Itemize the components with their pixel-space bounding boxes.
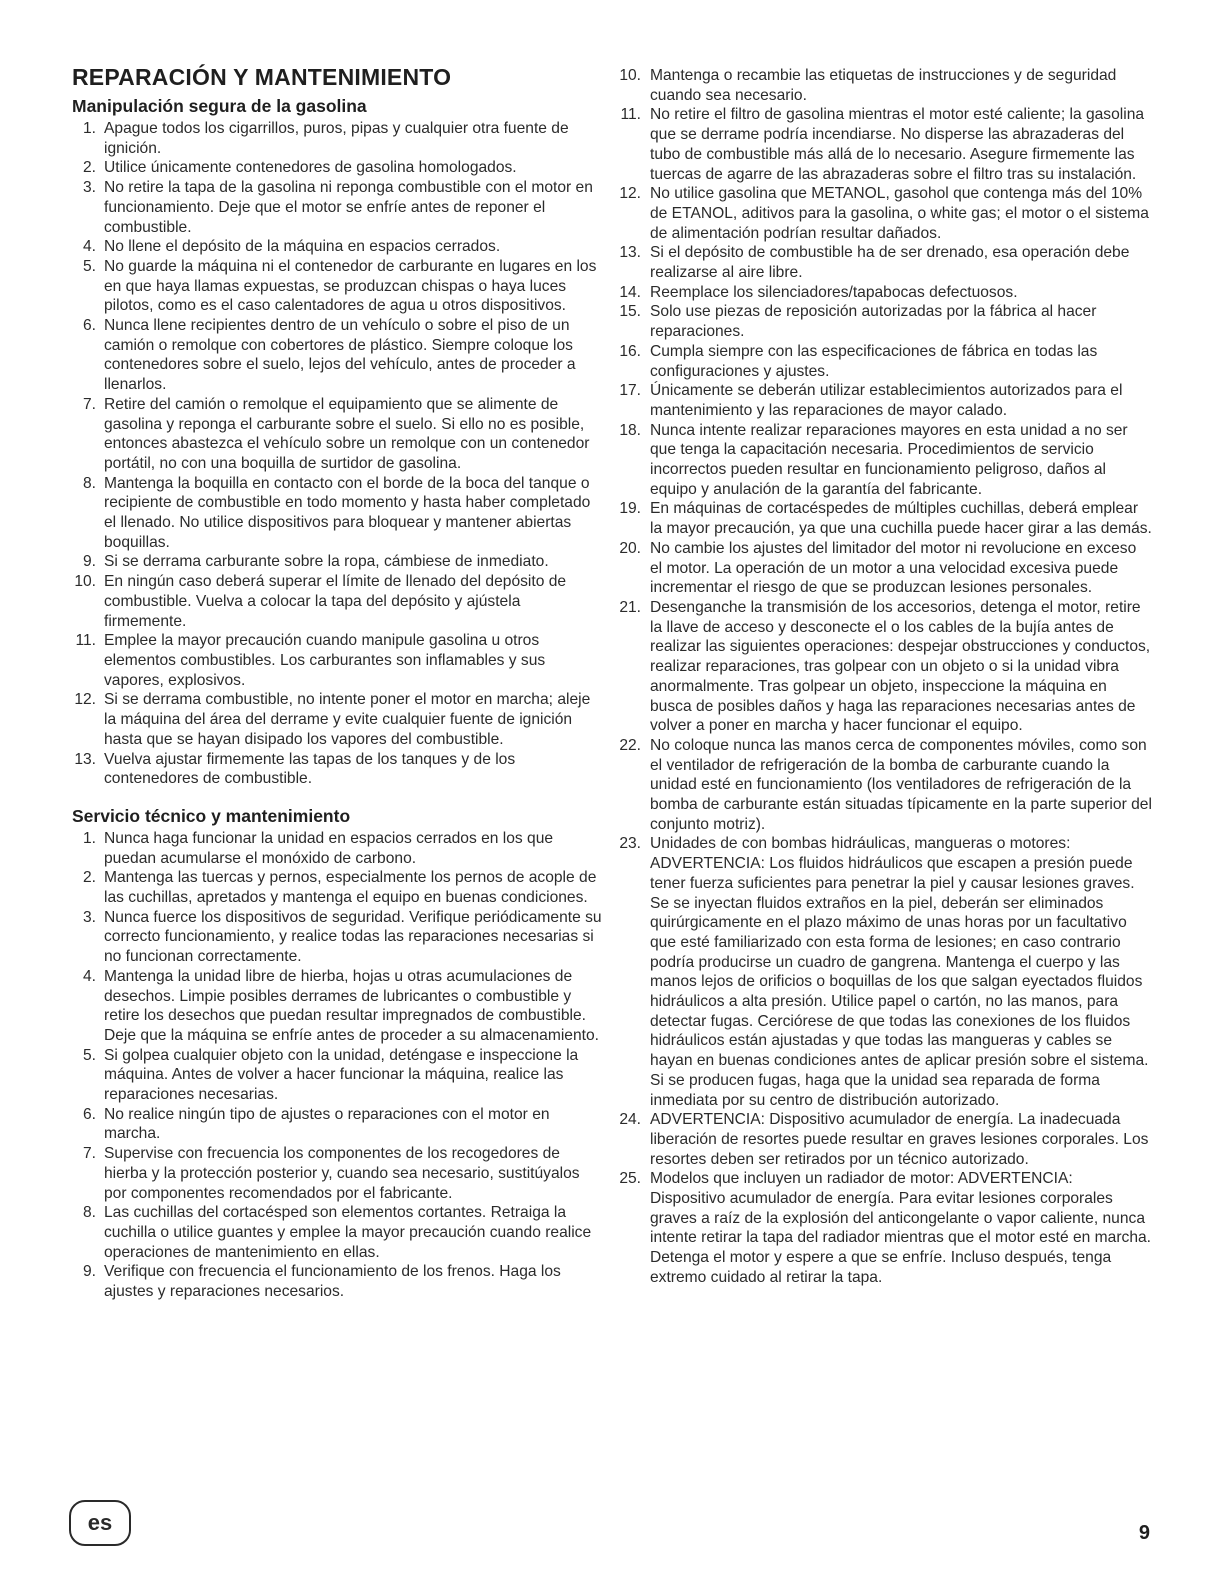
list-item-number: 25. (619, 1170, 641, 1188)
list-item (614, 598, 1152, 736)
list-item-number: 4. (82, 967, 96, 985)
list-item (614, 736, 1152, 835)
list-item-number: 6. (82, 317, 96, 335)
list-item (72, 552, 602, 572)
list-item-text: Reemplace los silenciadores/tapabocas defectuosos. (650, 283, 1018, 301)
list-item (72, 257, 602, 316)
list-item-number: 11. (620, 106, 641, 124)
list-item-text: Verifique con frecuencia el funcionamiento de los frenos. Haga los ajustes y reparaciones necesarios. (104, 1263, 561, 1301)
list-item-number: 13. (74, 750, 96, 768)
list-item-number: 17. (619, 382, 641, 400)
list-item-text: Si se derrama carburante sobre la ropa, cámbiese de inmediato. (104, 553, 549, 571)
list-item (614, 499, 1152, 538)
list-item (72, 1203, 602, 1262)
list-item (72, 690, 602, 749)
list-item-number: 13. (619, 244, 641, 262)
list-item (614, 1110, 1152, 1169)
list-item-text: Si se derrama combustible, no intente poner el motor en marcha; aleje la máquina del área del derrame y evite cualquier fuente de ignición hasta que se hayan disipado los vapores del combustible. (104, 691, 591, 748)
list-item (614, 184, 1152, 243)
list-item-number: 6. (82, 1105, 96, 1123)
list-item-number: 7. (82, 395, 96, 413)
service-list-right (614, 66, 1152, 1288)
list-item-number: 3. (82, 179, 96, 197)
list-item-text: Mantenga las tuercas y pernos, especialmente los pernos de acople de las cuchillas, apretados y mantenga el equipo en buenas condiciones. (104, 869, 597, 907)
list-item (72, 1046, 602, 1105)
language-badge (69, 1500, 131, 1546)
list-item-text: Solo use piezas de reposición autorizadas por la fábrica al hacer reparaciones. (650, 303, 1097, 341)
list-item-number: 5. (82, 257, 96, 275)
list-item-number: 12. (74, 691, 96, 709)
list-item-text: Mantenga o recambie las etiquetas de instrucciones y de seguridad cuando sea necesario. (650, 67, 1117, 104)
list-item-number: 14. (619, 283, 641, 301)
list-item (72, 158, 602, 178)
list-item (614, 421, 1152, 500)
list-item (614, 381, 1152, 420)
list-item-text: Desenganche la transmisión de los accesorios, detenga el motor, retire la llave de acceso y desconecte el o los cables de la bujía antes de realizar las siguientes operaciones: despejar obstrucciones y conductos, realizar reparaciones, tras golpear con un objeto o si la unidad vibra anormalmente. Tras golpear un objeto, inspeccione la máquina en busca de posibles daños y haga las reparaciones necesarias antes de volver a poner en marcha y hacer funcionar el equipo. (650, 598, 1151, 735)
list-item (72, 631, 602, 690)
list-item (72, 1144, 602, 1203)
service-list-left (72, 829, 602, 1302)
list-item-number: 12. (619, 185, 641, 203)
list-item-number: 1. (82, 829, 96, 847)
list-item-number: 8. (82, 1204, 96, 1222)
list-item (614, 283, 1152, 303)
list-item (614, 302, 1152, 341)
gasoline-heading: Manipulación segura de la gasolina (72, 96, 367, 116)
list-item (72, 395, 602, 474)
list-item-number: 9. (82, 553, 96, 571)
list-item (72, 316, 602, 395)
list-item-text: En máquinas de cortacéspedes de múltiples cuchillas, deberá emplear la mayor precaución, ya que una cuchilla puede hacer girar a las demás. (650, 500, 1152, 538)
list-item-text: No guarde la máquina ni el contenedor de carburante en lugares en los en que haya llamas expuestas, se produzcan chispas o haya luces pilotos, como es el caso calentadores de agua u otros dispositivos. (104, 257, 597, 315)
language-code: es (87, 1510, 113, 1535)
list-item-number: 5. (82, 1046, 96, 1064)
list-item-text: Nunca haga funcionar la unidad en espacios cerrados en los que puedan acumularse el monóxido de carbono. (104, 829, 554, 867)
list-item-number: 2. (82, 159, 96, 177)
list-item-number: 18. (619, 421, 641, 439)
list-item-text: Retire del camión o remolque el equipamiento que se alimente de gasolina y reponga el carburante sobre el suelo. Si ello no es posible, entonces abastezca el vehículo sobre un remolque con un contenedor portátil, no con una boquilla de surtidor de gasolina. (104, 395, 590, 472)
list-item-number: 20. (619, 539, 641, 557)
list-item-text: Supervise con frecuencia los componentes de los recogedores de hierba y la protección posterior y, cuando sea necesario, sustitúyalos por componentes recomendados por el fabricante. (104, 1145, 580, 1202)
list-item (614, 834, 1152, 1110)
list-item-number: 3. (82, 908, 96, 926)
list-item-text: No realice ningún tipo de ajustes o reparaciones con el motor en marcha. (104, 1105, 550, 1143)
list-item-text: ADVERTENCIA: Dispositivo acumulador de energía. La inadecuada liberación de resortes puede resultar en graves lesiones corporales. Los resortes deben ser retirados por un técnico autorizado. (650, 1111, 1149, 1168)
list-item (72, 829, 602, 868)
list-item (72, 474, 602, 553)
list-item-number: 7. (82, 1145, 96, 1163)
list-item-number: 4. (82, 238, 96, 256)
list-item (72, 1262, 602, 1301)
list-item-text: Emplee la mayor precaución cuando manipule gasolina u otros elementos combustibles. Los carburantes son inflamables y sus vapores, explosivos. (104, 632, 546, 689)
list-item-text: Apague todos los cigarrillos, puros, pipas y cualquier otra fuente de ignición. (104, 120, 569, 157)
list-item (614, 105, 1152, 184)
service-heading: Servicio técnico y mantenimiento (72, 805, 351, 826)
list-item-number: 23. (619, 835, 641, 853)
list-item-number: 10. (619, 67, 641, 84)
list-item (72, 237, 602, 257)
list-item-text: No retire la tapa de la gasolina ni reponga combustible con el motor en funcionamiento. Deje que el motor se enfríe antes de reponer el combustible. (104, 179, 593, 236)
list-item-text: Nunca llene recipientes dentro de un vehículo o sobre el piso de un camión o remolque con cobertores de plástico. Siempre coloque los contenedores sobre el suelo, lejos del vehículo, antes de proceder a llenarlos. (104, 317, 576, 394)
gasoline-list (72, 119, 602, 789)
list-item-text: No utilice gasolina que METANOL, gasohol que contenga más del 10% de ETANOL, aditivos para la gasolina, o white gas; el motor o el sistema de alimentación podrían resultar dañados. (650, 185, 1149, 242)
list-item-text: No retire el filtro de gasolina mientras el motor esté caliente; la gasolina que se derrame podría incendiarse. No disperse las abrazaderas del tubo de combustible más allá de lo necesario. Asegure firmemente las tuercas de agarre de las abrazaderas sobre el filtro tras su instalación. (650, 106, 1145, 183)
list-item-text: Utilice únicamente contenedores de gasolina homologados. (104, 159, 517, 177)
list-item (72, 572, 602, 631)
list-item-text: No coloque nunca las manos cerca de componentes móviles, como son el ventilador de refrigeración de la bomba de carburante cuando la unidad esté en funcionamiento (los ventiladores de refrigeración de la bomba de carburante están situadas típicamente en la parte superior del conjunto motriz). (650, 736, 1152, 833)
list-item (72, 1105, 602, 1144)
section-title: REPARACIÓN Y MANTENIMIENTO (72, 64, 452, 90)
list-item-text: En ningún caso deberá superar el límite de llenado del depósito de combustible. Vuelva a colocar la tapa del depósito y ajústela firmemente. (104, 573, 567, 630)
list-item (72, 908, 602, 967)
list-item-number: 2. (82, 869, 96, 887)
list-item (614, 342, 1152, 381)
list-item-number: 22. (619, 736, 641, 754)
left-column (72, 64, 602, 1302)
list-item-text: Si golpea cualquier objeto con la unidad, deténgase e inspeccione la máquina. Antes de volver a hacer funcionar la máquina, realice las reparaciones necesarias. (104, 1046, 579, 1104)
list-item-text: Las cuchillas del cortacésped son elementos cortantes. Retraiga la cuchilla o utilice guantes y emplee la mayor precaución cuando realice operaciones de mantenimiento en ellas. (104, 1204, 592, 1261)
list-item-number: 15. (619, 303, 641, 321)
list-item-text: Nunca intente realizar reparaciones mayores en esta unidad a no ser que tenga la capacitación necesaria. Procedimientos de servicio incorrectos pueden resultar en funcionamiento peligroso, daños al equipo y anulación de la garantía del fabricante. (650, 421, 1128, 498)
list-item-text: Modelos que incluyen un radiador de motor: ADVERTENCIA: Dispositivo acumulador de energía. Para evitar lesiones corporales graves a raíz de la explosión del anticongelante o vapor caliente, nunca intente retirar la tapa del radiador mientras que el motor esté en marcha. Detenga el motor y espere a que se enfríe. Incluso después, tenga extremo cuidado al retirar la tapa. (650, 1170, 1151, 1286)
list-item-text: Si el depósito de combustible ha de ser drenado, esa operación debe realizarse al aire libre. (650, 244, 1130, 282)
list-item-text: No llene el depósito de la máquina en espacios cerrados. (104, 238, 501, 256)
list-item (72, 750, 602, 789)
list-item-number: 19. (619, 500, 641, 518)
list-item (614, 1169, 1152, 1287)
list-item-number: 1. (82, 120, 96, 137)
list-item (72, 178, 602, 237)
list-item (614, 539, 1152, 598)
list-item-number: 10. (74, 573, 96, 591)
list-item-text: Mantenga la boquilla en contacto con el borde de la boca del tanque o recipiente de combustible en todo momento y hasta haber completado el llenado. No utilice dispositivos para bloquear y mantener abiertas boquillas. (104, 474, 591, 551)
list-item (72, 119, 602, 158)
list-item-number: 21. (619, 598, 641, 616)
page-number: 9 (1138, 1522, 1150, 1544)
list-item (614, 66, 1152, 105)
list-item-number: 24. (619, 1111, 641, 1129)
list-item-text: No cambie los ajustes del limitador del motor ni revolucione en exceso el motor. La operación de un motor a una velocidad excesiva puede incrementar el riesgo de que se produzcan lesiones personales. (650, 539, 1137, 597)
list-item-text: Nunca fuerce los dispositivos de seguridad. Verifique periódicamente su correcto funcionamiento, y realice todas las reparaciones necesarias si no funcionan correctamente. (104, 908, 602, 966)
list-item-text: Vuelva ajustar firmemente las tapas de los tanques y de los contenedores de combustible. (104, 750, 516, 788)
list-item (72, 868, 602, 907)
list-item (72, 967, 602, 1046)
list-item-number: 11. (75, 632, 96, 650)
list-item-text: Unidades de con bombas hidráulicas, mangueras o motores: ADVERTENCIA: Los fluidos hidráulicos que escapen a presión puede tener fuerza suficientes para penetrar la piel y causar lesiones graves. Se se inyectan fluidos extraños en la piel, deberán ser eliminados quirúrgicamente en el plazo máximo de unas horas por un facultativo que esté familiarizado con esta forma de lesiones; en caso contrario podría producirse un cuadro de gangrena. Mantenga el cuerpo y las manos lejos de orificios o boquillas de los que salgan eyectados fluidos hidráulicos a alta presión. Utilice papel o cartón, no las manos, para detectar fugas. Cerciórese de que todas las conexiones de los fluidos hidráulicos están ajustadas y que todas las mangueras y cables se hayan en buenas condiciones antes de aplicar presión sobre el sistema. Si se producen fugas, haga que la unidad sea reparada de forma inmediata por su centro de distribución autorizado. (650, 835, 1149, 1109)
list-item-text: Únicamente se deberán utilizar establecimientos autorizados para el mantenimiento y las reparaciones de mayor calado. (650, 382, 1123, 419)
list-item-number: 8. (82, 474, 96, 492)
list-item-number: 16. (619, 342, 641, 360)
list-item-number: 9. (82, 1263, 96, 1281)
list-item-text: Mantenga la unidad libre de hierba, hojas u otras acumulaciones de desechos. Limpie posibles derrames de lubricantes o combustible y retire los desechos que puedan resultar impregnados de combustible. Deje que la máquina se enfríe antes de proceder a su almacenamiento. (104, 967, 599, 1044)
list-item (614, 243, 1152, 282)
right-column (614, 66, 1152, 1288)
list-item-text: Cumpla siempre con las especificaciones de fábrica en todas las configuraciones y ajustes. (650, 342, 1098, 380)
